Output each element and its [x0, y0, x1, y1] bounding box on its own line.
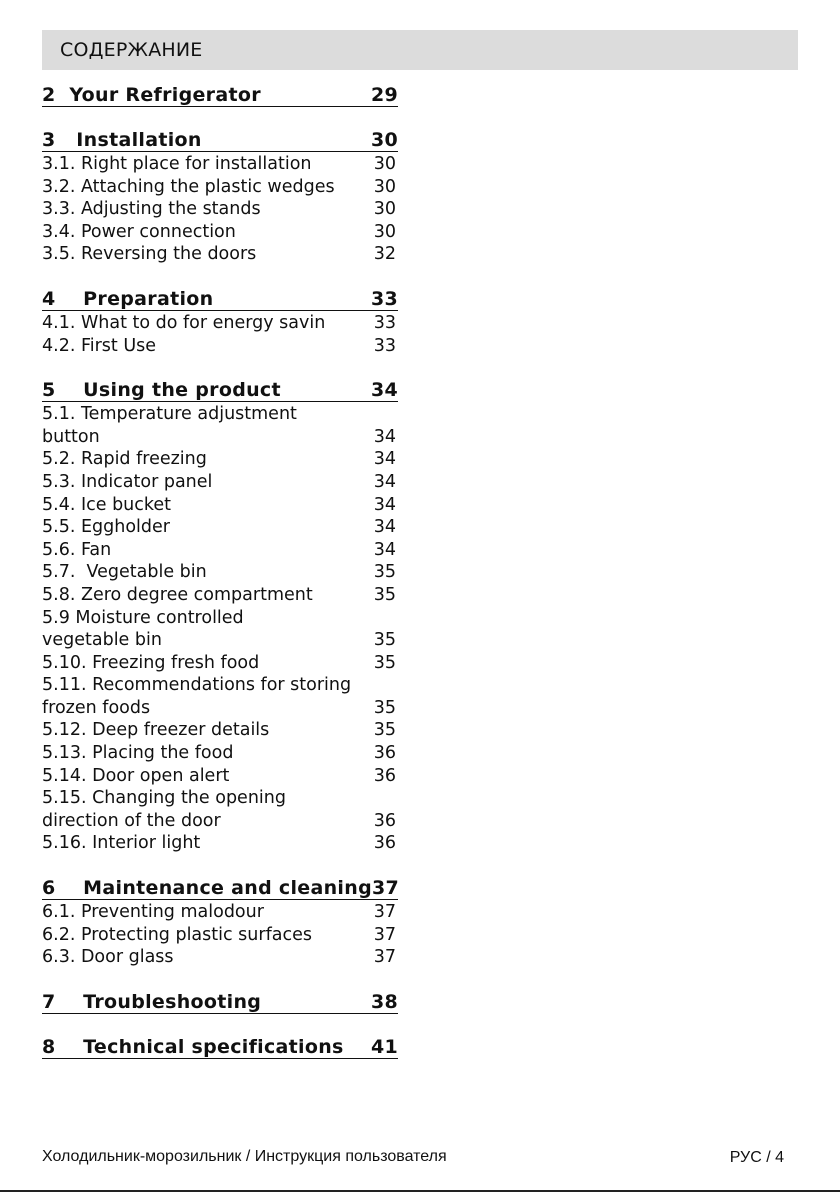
entry-page-number: 36 [373, 743, 396, 764]
toc-entry [42, 924, 398, 947]
toc-section-heading [42, 288, 398, 311]
section-page-number: 30 [370, 129, 398, 151]
entry-title: direction of the door [42, 810, 221, 831]
toc-entry [42, 765, 398, 788]
entry-title: 3.3. Adjusting the stands [42, 199, 261, 220]
entry-page-number: 34 [373, 517, 396, 538]
entry-page-number: 34 [373, 539, 396, 560]
toc-entry [42, 607, 398, 630]
toc-section [42, 84, 398, 107]
entry-page-number: 32 [373, 244, 396, 265]
entry-title: 4.1. What to do for energy savin [42, 312, 326, 333]
section-title: 2 Your Refrigerator [42, 84, 261, 106]
entry-page-number: 37 [373, 902, 396, 923]
toc-entry [42, 243, 398, 266]
section-title: 6 Maintenance and cleaning [42, 877, 372, 900]
toc-entry [42, 946, 398, 969]
section-title: 5 Using the product [42, 379, 281, 402]
toc-section-heading [42, 379, 398, 402]
entry-title: 6.2. Protecting plastic surfaces [42, 924, 312, 945]
entry-page-number: 30 [373, 154, 396, 174]
entry-page-number: 34 [373, 471, 396, 492]
footer-document-title: Холодильник-морозильник / Инструкция пользователя [42, 1148, 447, 1165]
entry-page-number: 33 [373, 312, 396, 333]
toc-entry [42, 198, 398, 221]
toc-section-heading [42, 991, 398, 1014]
entry-title: 5.1. Temperature adjustment [42, 404, 297, 425]
entry-page-number: 35 [373, 584, 396, 605]
entry-page-number: 35 [373, 720, 396, 741]
section-title: 4 Preparation [42, 287, 214, 310]
entry-title: 5.9 Moisture controlled [42, 607, 244, 628]
toc-entry [42, 742, 398, 765]
entry-page-number: 36 [373, 810, 396, 831]
entry-page-number: 35 [373, 562, 396, 583]
toc-entry [42, 176, 398, 199]
toc-entry [42, 810, 398, 833]
toc-entry [42, 539, 398, 562]
entry-page-number: 35 [373, 697, 396, 718]
section-page-number: 29 [370, 84, 398, 106]
toc-section [42, 877, 398, 969]
entry-title: frozen foods [42, 697, 151, 718]
toc-section-heading [42, 1036, 398, 1059]
entry-title: vegetable bin [42, 630, 162, 651]
entry-title: 3.5. Reversing the doors [42, 244, 257, 265]
toc-entry [42, 153, 398, 176]
toc-entry [42, 584, 398, 607]
entry-title: button [42, 426, 100, 447]
toc-entry [42, 561, 398, 584]
entry-title: 5.2. Rapid freezing [42, 449, 207, 470]
entry-page-number: 30 [373, 176, 396, 197]
toc-entry [42, 335, 398, 358]
entry-page-number: 30 [373, 199, 396, 220]
entry-title: 6.1. Preventing malodour [42, 902, 264, 923]
entry-title: 4.2. First Use [42, 335, 157, 356]
entry-title: 5.3. Indicator panel [42, 471, 213, 492]
section-page-number: 41 [370, 1035, 398, 1058]
entry-title: 5.15. Changing the opening [42, 788, 286, 809]
toc-entry [42, 901, 398, 924]
entry-title: 5.13. Placing the food [42, 743, 234, 764]
entry-page-number: 34 [373, 426, 396, 447]
entry-page-number: 35 [373, 630, 396, 651]
toc-entry [42, 312, 398, 335]
entry-title: 5.6. Fan [42, 539, 112, 560]
toc-entry [42, 494, 398, 517]
toc-entry [42, 652, 398, 675]
entry-title: 3.1. Right place for installation [42, 154, 312, 174]
toc-entry [42, 516, 398, 539]
toc-entry [42, 471, 398, 494]
toc-section [42, 288, 398, 357]
entry-title: 5.10. Freezing fresh food [42, 652, 260, 673]
toc-entry [42, 674, 398, 697]
section-page-number: 34 [370, 379, 398, 402]
section-page-number: 37 [371, 877, 400, 900]
entry-page-number: 36 [373, 833, 396, 854]
entry-page-number: 34 [373, 494, 396, 515]
section-title: 3 Installation [42, 129, 202, 151]
footer-page-number: РУС / 4 [729, 1149, 784, 1166]
toc-section-heading [42, 877, 398, 900]
toc-section-heading [42, 84, 398, 107]
entry-title: 5.14. Door open alert [42, 765, 230, 786]
entry-title: 5.16. Interior light [42, 833, 201, 854]
entry-page-number: 35 [373, 652, 396, 673]
toc-entry [42, 448, 398, 471]
section-page-number: 33 [370, 287, 398, 310]
entry-page-number: 36 [373, 765, 396, 786]
toc-entry [42, 426, 398, 449]
toc-section [42, 991, 398, 1014]
entry-title: 5.11. Recommendations for storing [42, 675, 352, 696]
contents-header-bar [42, 30, 798, 70]
section-title: 8 Technical specifications [42, 1035, 344, 1058]
toc-entry [42, 629, 398, 652]
entry-page-number: 33 [373, 335, 396, 356]
toc-section [42, 1036, 398, 1059]
entry-title: 5.12. Deep freezer details [42, 720, 270, 741]
entry-title: 5.7. Vegetable bin [42, 562, 207, 583]
section-title: 7 Troubleshooting [42, 990, 262, 1013]
entry-title: 5.5. Eggholder [42, 517, 170, 538]
entry-title: 5.4. Ice bucket [42, 494, 172, 515]
entry-page-number: 37 [373, 947, 396, 968]
entry-title: 3.4. Power connection [42, 221, 236, 242]
entry-page-number: 37 [373, 924, 396, 945]
toc-entry [42, 403, 398, 426]
toc-section [42, 129, 398, 266]
toc-entry [42, 221, 398, 244]
toc-section [42, 379, 398, 855]
toc-entry [42, 697, 398, 720]
contents-heading: СОДЕРЖАНИЕ [60, 39, 203, 61]
section-page-number: 38 [370, 990, 398, 1013]
toc-entry [42, 719, 398, 742]
toc-entry [42, 787, 398, 810]
entry-page-number: 34 [373, 449, 396, 470]
entry-title: 6.3. Door glass [42, 947, 174, 968]
entry-page-number: 30 [373, 221, 396, 242]
toc-section-heading [42, 129, 398, 152]
entry-title: 5.8. Zero degree compartment [42, 584, 313, 605]
table-of-contents [42, 84, 398, 1081]
entry-title: 3.2. Attaching the plastic wedges [42, 176, 335, 197]
toc-entry [42, 832, 398, 855]
